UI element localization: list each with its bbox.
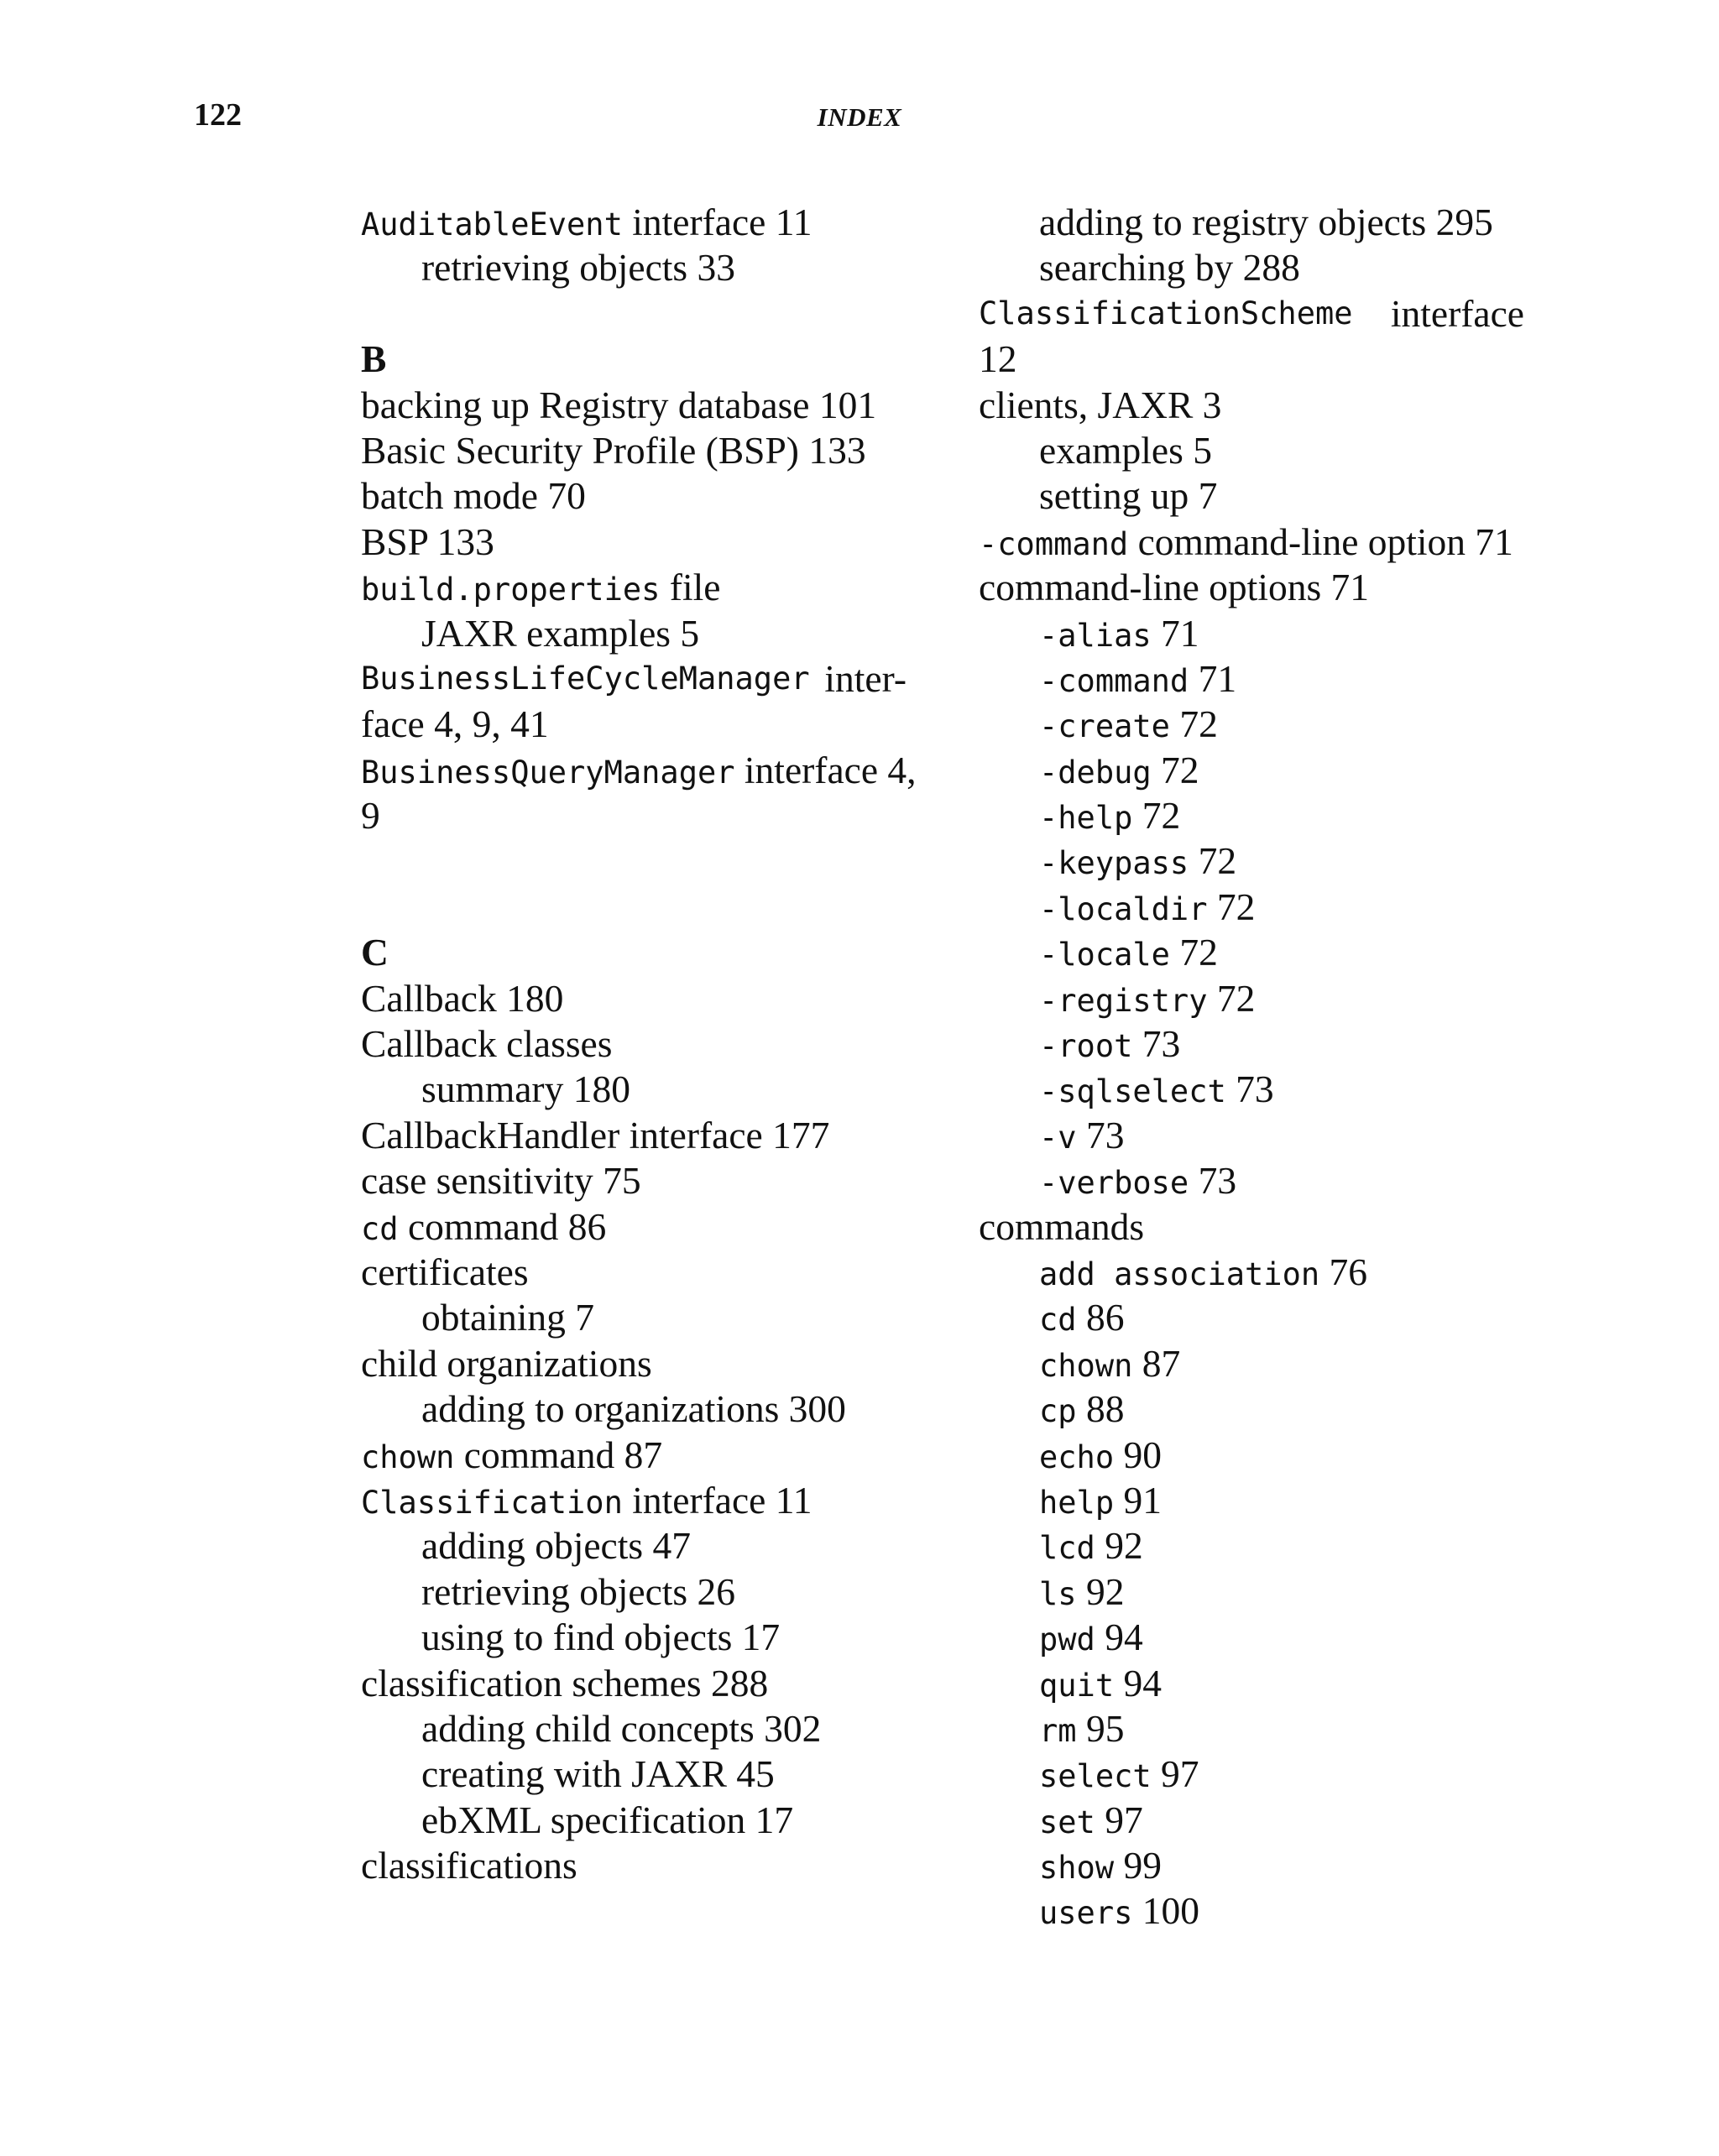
entry-text: 87 xyxy=(1132,1341,1181,1385)
code-term: BusinessLifeCycleManager xyxy=(361,660,810,697)
code-term: pwd xyxy=(1039,1621,1095,1658)
index-subentry: JAXR examples 5 xyxy=(421,611,700,655)
option-subentry xyxy=(979,976,1524,1021)
index-entry: backing up Registry database 101 xyxy=(361,383,877,426)
entry-text: 97 xyxy=(1095,1798,1143,1841)
code-term: select xyxy=(1039,1758,1152,1795)
code-term: cp xyxy=(1039,1393,1077,1430)
code-term: -create xyxy=(1039,708,1170,745)
running-title: INDEX xyxy=(817,102,902,132)
code-term: lcd xyxy=(1039,1530,1095,1567)
index-subentry: retrieving objects 26 xyxy=(421,1569,735,1613)
entry-text: 95 xyxy=(1076,1706,1125,1750)
index-entry xyxy=(979,291,1524,337)
command-subentry xyxy=(979,1341,1524,1386)
entry-text: 99 xyxy=(1114,1844,1162,1887)
code-term: echo xyxy=(1039,1438,1115,1475)
code-term: -v xyxy=(1039,1119,1077,1156)
index-entry xyxy=(361,1204,907,1250)
code-term: add association xyxy=(1039,1255,1320,1292)
entry-text: 73 xyxy=(1225,1068,1274,1111)
entry-text: 72 xyxy=(1132,794,1181,838)
index-entry: classification schemes 288 xyxy=(361,1661,769,1704)
index-subentry: obtaining 7 xyxy=(421,1296,594,1339)
entry-text: command 86 xyxy=(398,1204,607,1248)
index-entry: command-line options 71 xyxy=(979,566,1370,609)
index-subentry: examples 5 xyxy=(1039,428,1212,472)
code-term: help xyxy=(1039,1484,1115,1521)
spacer xyxy=(361,838,907,884)
option-subentry xyxy=(979,1113,1524,1158)
index-entry: BSP 133 xyxy=(361,519,494,563)
index-subentry: adding child concepts 302 xyxy=(421,1706,822,1750)
entry-text: 73 xyxy=(1189,1159,1237,1203)
index-entry xyxy=(361,1478,907,1523)
index-entry xyxy=(361,656,907,702)
index-subentry: ebXML specification 17 xyxy=(421,1798,794,1841)
code-term: ClassificationScheme xyxy=(979,295,1353,331)
entry-text: 71 xyxy=(1151,611,1199,655)
index-subentry: retrieving objects 33 xyxy=(421,246,735,290)
code-term: rm xyxy=(1039,1712,1077,1749)
index-entry: classifications xyxy=(361,1844,577,1887)
code-term: -root xyxy=(1039,1028,1133,1065)
entry-text: 92 xyxy=(1095,1524,1143,1568)
entry-text: 73 xyxy=(1076,1113,1125,1156)
entry-text: 72 xyxy=(1151,748,1199,791)
option-subentry xyxy=(979,702,1524,747)
spacer xyxy=(361,885,907,930)
command-subentry xyxy=(979,1569,1524,1615)
index-entry: Callback classes xyxy=(361,1022,613,1066)
code-term: ls xyxy=(1039,1575,1077,1612)
index-entry: case sensitivity 75 xyxy=(361,1159,641,1203)
code-term: cd xyxy=(361,1210,399,1247)
option-subentry xyxy=(979,1067,1524,1112)
entry-text: 72 xyxy=(1207,885,1256,928)
code-term: BusinessQueryManager xyxy=(361,754,735,791)
option-subentry xyxy=(979,1158,1524,1203)
command-subentry xyxy=(979,1295,1524,1340)
index-subentry: adding to organizations 300 xyxy=(421,1387,846,1431)
index-column-right xyxy=(979,200,1524,1934)
index-entry: batch mode 70 xyxy=(361,474,586,518)
entry-text: 86 xyxy=(1076,1296,1125,1339)
code-term: show xyxy=(1039,1850,1115,1887)
code-term: -verbose xyxy=(1039,1165,1189,1202)
entry-text: 94 xyxy=(1095,1616,1143,1659)
code-term: -command xyxy=(1039,662,1189,699)
code-term: -keypass xyxy=(1039,845,1189,882)
index-subentry: summary 180 xyxy=(421,1068,630,1111)
code-term: users xyxy=(1039,1895,1133,1932)
index-subentry: creating with JAXR 45 xyxy=(421,1752,775,1796)
entry-text: 76 xyxy=(1319,1250,1368,1293)
entry-text: 72 xyxy=(1189,839,1237,883)
section-letter: B xyxy=(361,337,387,381)
code-term: -command xyxy=(979,525,1129,562)
entry-text: command 87 xyxy=(454,1433,663,1476)
code-term: -locale xyxy=(1039,937,1170,974)
command-subentry xyxy=(979,1751,1524,1797)
spacer xyxy=(361,291,907,337)
index-subentry: adding objects 47 xyxy=(421,1524,691,1568)
code-term: -debug xyxy=(1039,754,1152,791)
index-entry: commands xyxy=(979,1204,1145,1248)
entry-text: 72 xyxy=(1169,702,1218,746)
index-entry xyxy=(361,565,907,610)
index-entry: clients, JAXR 3 xyxy=(979,383,1222,426)
index-entry xyxy=(979,519,1524,565)
entry-text: 90 xyxy=(1114,1433,1162,1476)
entry-text: 91 xyxy=(1114,1478,1162,1522)
option-subentry xyxy=(979,885,1524,930)
command-subentry xyxy=(979,1478,1524,1523)
option-subentry xyxy=(979,1021,1524,1067)
option-subentry xyxy=(979,838,1524,884)
code-term: chown xyxy=(361,1438,455,1475)
entry-text: 72 xyxy=(1207,976,1256,1020)
code-term: Classification xyxy=(361,1484,623,1521)
command-subentry xyxy=(979,1798,1524,1843)
command-subentry xyxy=(979,1250,1524,1295)
entry-text: 71 xyxy=(1189,656,1237,700)
index-entry: certificates xyxy=(361,1250,529,1293)
index-entry: CallbackHandler interface 177 xyxy=(361,1113,830,1156)
entry-text: interface 11 xyxy=(622,1478,812,1522)
command-subentry xyxy=(979,1615,1524,1660)
command-subentry xyxy=(979,1706,1524,1751)
entry-text: 100 xyxy=(1132,1889,1200,1933)
index-subentry: using to find objects 17 xyxy=(421,1616,781,1659)
index-column-left xyxy=(361,200,917,1888)
code-term: -registry xyxy=(1039,982,1208,1019)
entry-text: file xyxy=(660,566,721,609)
index-subentry: setting up 7 xyxy=(1039,474,1218,518)
command-subentry xyxy=(979,1433,1524,1478)
code-term: -alias xyxy=(1039,617,1152,654)
command-subentry xyxy=(979,1661,1524,1706)
index-entry xyxy=(361,1433,907,1478)
entry-text: 97 xyxy=(1151,1752,1199,1796)
entry-text: 72 xyxy=(1169,931,1218,974)
code-term: AuditableEvent xyxy=(361,206,623,243)
entry-text: 88 xyxy=(1076,1387,1125,1431)
command-subentry xyxy=(979,1523,1524,1569)
index-entry: child organizations xyxy=(361,1341,652,1385)
command-subentry xyxy=(979,1843,1524,1888)
code-term: -sqlselect xyxy=(1039,1073,1226,1110)
option-subentry xyxy=(979,611,1524,656)
entry-text: interface xyxy=(1390,291,1524,335)
code-term: quit xyxy=(1039,1667,1115,1704)
index-entry xyxy=(361,200,907,245)
code-term: -help xyxy=(1039,800,1133,837)
index-entry-continuation: 9 xyxy=(361,794,380,838)
code-term: build.properties xyxy=(361,572,661,608)
code-term: -localdir xyxy=(1039,890,1208,927)
index-entry: Callback 180 xyxy=(361,976,564,1020)
option-subentry xyxy=(979,793,1524,838)
option-subentry xyxy=(979,930,1524,975)
option-subentry xyxy=(979,748,1524,793)
entry-text: inter- xyxy=(824,656,907,700)
entry-text: command-line option 71 xyxy=(1128,519,1513,563)
entry-text: 73 xyxy=(1132,1022,1181,1066)
code-term: chown xyxy=(1039,1347,1133,1384)
command-subentry xyxy=(979,1888,1524,1934)
code-term: set xyxy=(1039,1804,1095,1840)
entry-text: 92 xyxy=(1076,1569,1125,1613)
index-entry xyxy=(361,748,917,793)
entry-text: 94 xyxy=(1114,1661,1162,1704)
index-entry-continuation: 12 xyxy=(979,337,1017,381)
index-subentry: adding to registry objects 295 xyxy=(1039,201,1493,243)
index-entry-continuation: face 4, 9, 41 xyxy=(361,702,549,746)
command-subentry xyxy=(979,1386,1524,1432)
index-entry: Basic Security Profile (BSP) 133 xyxy=(361,428,866,472)
section-letter: C xyxy=(361,931,389,974)
entry-text: interface 4, xyxy=(734,748,917,791)
code-term: cd xyxy=(1039,1302,1077,1339)
page-number: 122 xyxy=(194,97,242,133)
index-subentry: searching by 288 xyxy=(1039,246,1300,290)
option-subentry xyxy=(979,656,1524,702)
entry-text: interface 11 xyxy=(622,201,812,243)
